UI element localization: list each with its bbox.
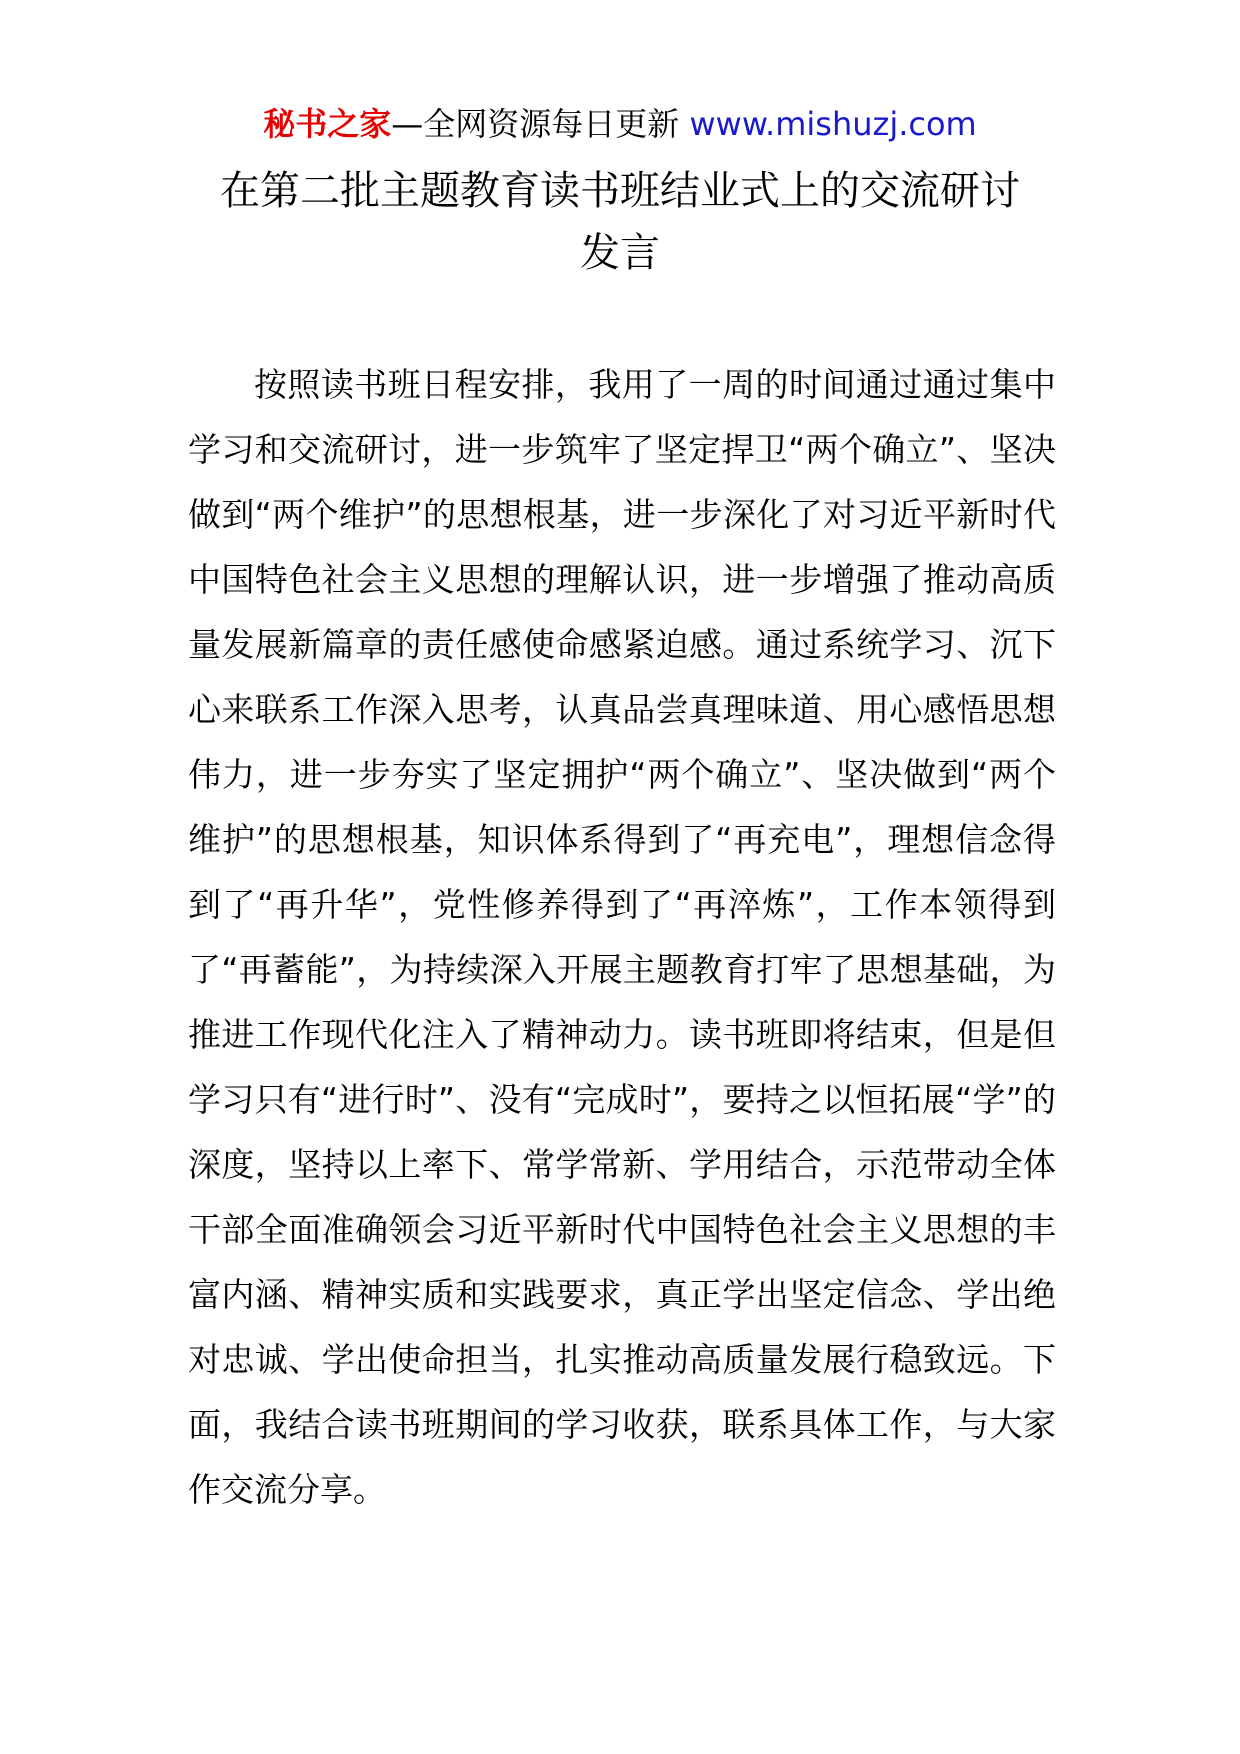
brand-name: 秘书之家: [263, 105, 392, 143]
body-paragraph: 按照读书班日程安排，我用了一周的时间通过通过集中学习和交流研讨，进一步筑牢了坚定捍卫“两个确立”、坚决做到“两个维护”的思想根基，进一步深化了对习近平新时代中国特色社会主义思想的理解认识，进一步增强了推动高质量发展新篇章的责任感使命感紧迫感。通过系统学习、沉下心来联系工作深入思考，认真品尝真理味道、用心感悟思想伟力，进一步夯实了坚定拥护“两个确立”、坚决做到“两个维护”的思想根基，知识体系得到了“再充电”，理想信念得到了“再升华”，党性修养得到了“再淬炼”，工作本领得到了“再蓄能”，为持续深入开展主题教育打牢了思想基础，为推进工作现代化注入了精神动力。读书班即将结束，但是但学习只有“进行时”、没有“完成时”，要持之以恒拓展“学”的深度，坚持以上率下、常学常新、学用结合，示范带动全体干部全面准确领会习近平新时代中国特色社会主义思想的丰富内涵、精神实质和实践要求，真正学出坚定信念、学出绝对忠诚、学出使命担当，扎实推动高质量发展行稳致远。下面，我结合读书班期间的学习收获，联系具体工作，与大家作交流分享。: [188, 365, 1056, 1509]
title-line-2: 发言: [580, 230, 660, 276]
site-tagline: —全网资源每日更新: [391, 105, 680, 143]
site-url-link[interactable]: www.mishuzj.com: [689, 105, 977, 143]
title-line-1: 在第二批主题教育读书班结业式上的交流研讨: [220, 168, 1020, 214]
document-title: [160, 160, 1080, 284]
site-header: [0, 102, 1240, 146]
